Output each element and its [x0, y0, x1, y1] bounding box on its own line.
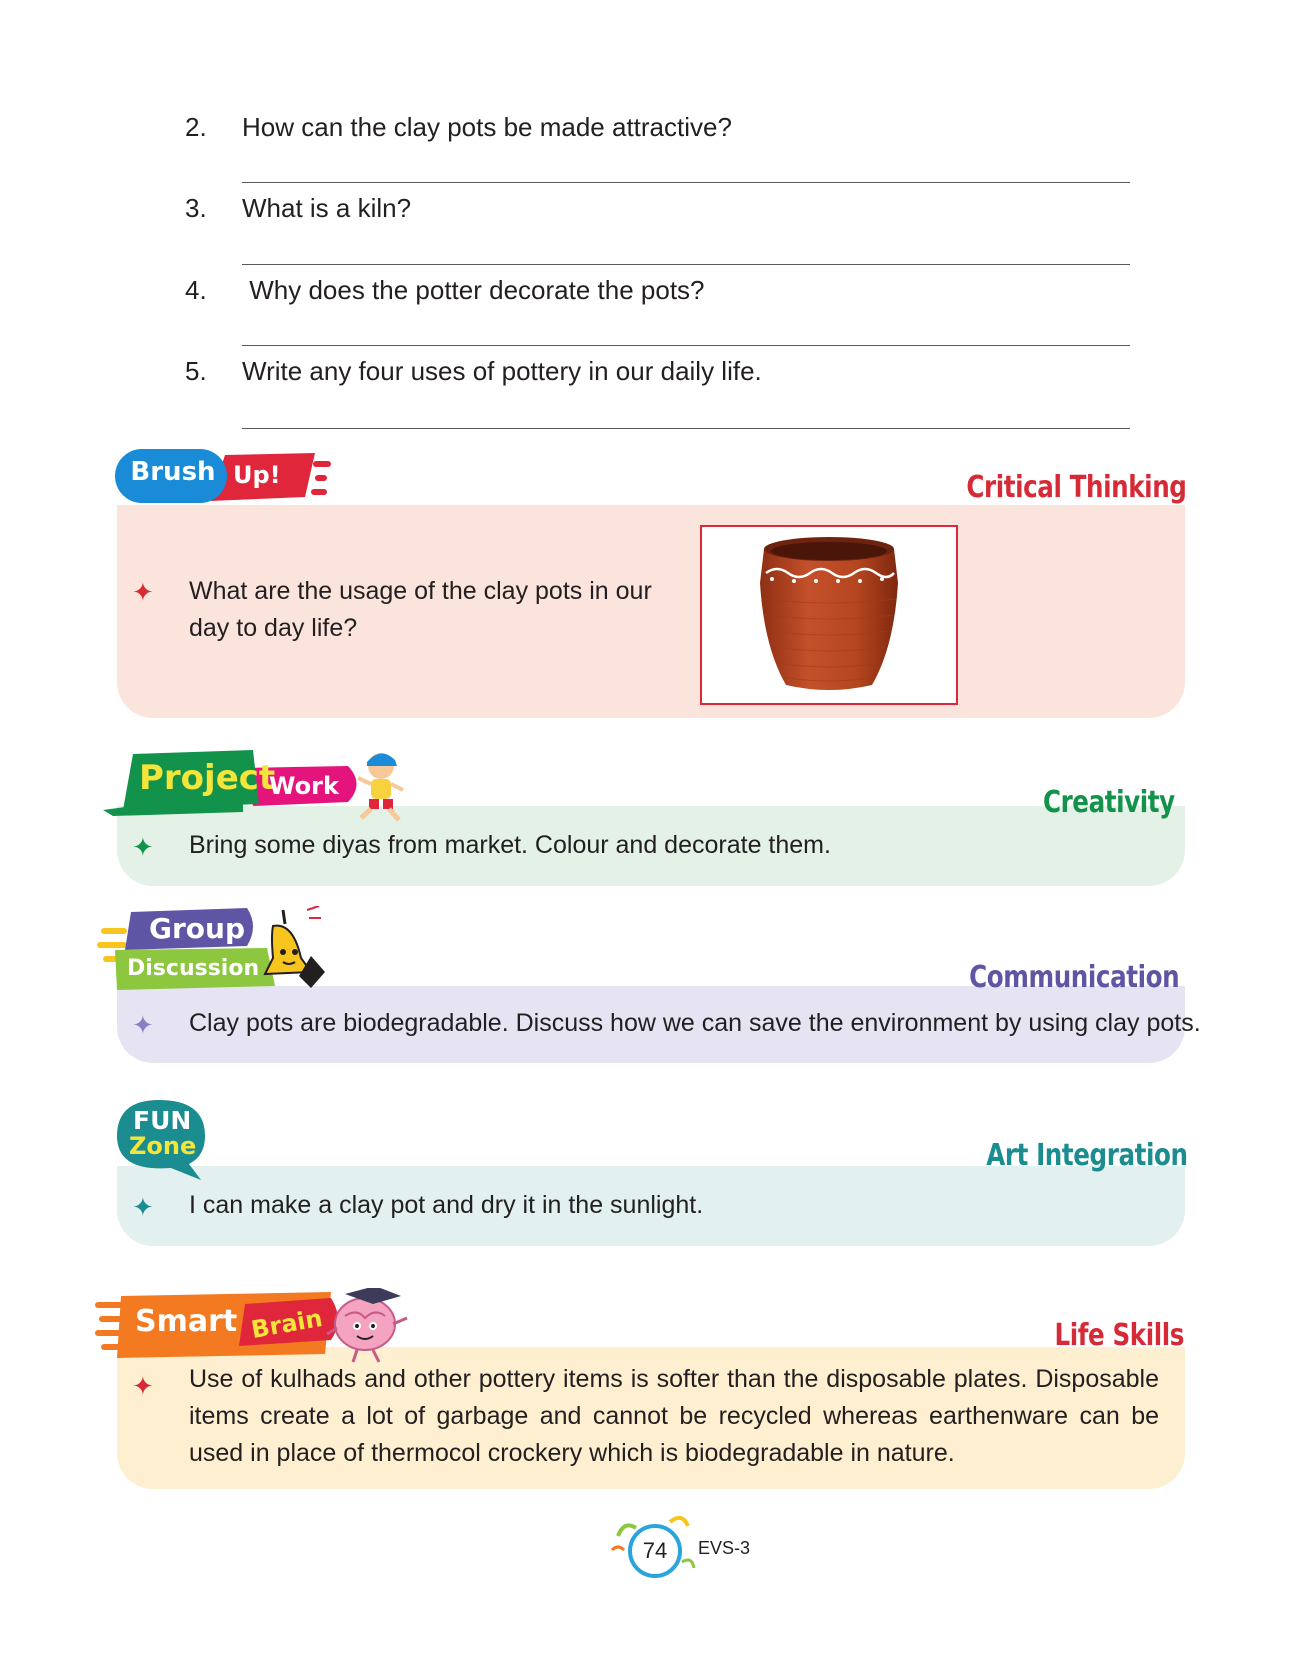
question-text: What is a kiln?	[242, 193, 412, 223]
question-text: How can the clay pots be made attractive?	[242, 112, 732, 142]
zone-label-text: Zone	[129, 1132, 197, 1160]
creativity-label: Creativity	[1043, 785, 1175, 820]
answer-line[interactable]	[242, 264, 1130, 265]
star-bullet-icon: ✦	[132, 577, 154, 607]
critical-thinking-label: Critical Thinking	[966, 470, 1187, 505]
running-kid-icon	[358, 753, 403, 820]
question-text: Write any four uses of pottery in our daily life.	[242, 356, 762, 386]
discussion-label-text: Discussion	[127, 956, 260, 981]
smart-brain-label	[95, 1288, 415, 1364]
brush-up-text: What are the usage of the clay pots in our day to day life?	[189, 577, 652, 642]
star-bullet-icon: ✦	[132, 832, 154, 862]
brain-label-text: Brain	[249, 1303, 325, 1345]
smart-label-text: Smart	[135, 1304, 238, 1339]
work-label-text: Work	[269, 772, 339, 800]
clay-pot-image	[700, 525, 958, 705]
kulhad-pot-icon	[702, 527, 956, 703]
question-number: 3.	[185, 193, 207, 223]
fun-zone-label	[115, 1098, 211, 1180]
group-label-text: Group	[149, 912, 246, 945]
fun-zone-text: I can make a clay pot and dry it in the sunlight.	[189, 1191, 704, 1219]
answer-line[interactable]	[242, 182, 1130, 183]
group-discussion-text: Clay pots are biodegradable. Discuss how we can save the environment by using clay pots.	[189, 1009, 1201, 1037]
life-skills-label: Life Skills	[1054, 1318, 1184, 1353]
question-text: Why does the potter decorate the pots?	[242, 275, 705, 305]
project-label-text: Project	[139, 758, 276, 798]
project-work-label	[103, 748, 423, 823]
answer-line[interactable]	[242, 428, 1130, 429]
brush-up-label	[115, 447, 335, 507]
brush-label-text: Brush	[130, 457, 216, 487]
smart-brain-panel	[117, 1347, 1185, 1489]
question-number: 5.	[185, 356, 207, 386]
answer-line[interactable]	[242, 345, 1130, 346]
group-discussion-panel	[117, 986, 1201, 1063]
star-bullet-icon: ✦	[132, 1192, 154, 1222]
up-label-text: Up!	[233, 461, 281, 489]
brain-mascot-icon	[327, 1288, 407, 1362]
smart-brain-text: Use of kulhads and other pottery items is softer than the disposable plates. Disposable items create a lot of garbage and cannot be recycled whereas earthenware can be used in place of thermocol crockery which is biodegradable in nature.	[189, 1365, 1159, 1467]
art-integration-label: Art Integration	[986, 1138, 1188, 1173]
group-discussion-label	[97, 906, 337, 996]
book-code: EVS-3	[698, 1538, 751, 1558]
communication-label: Communication	[968, 960, 1179, 995]
star-bullet-icon: ✦	[132, 1010, 154, 1040]
brush-up-panel	[117, 505, 1185, 718]
fun-label-text: FUN	[133, 1106, 192, 1135]
bell-icon	[265, 906, 325, 988]
question-number: 4.	[185, 275, 207, 305]
question-number: 2.	[185, 112, 207, 142]
fun-zone-panel	[117, 1166, 1185, 1246]
page-number: 74	[628, 1524, 682, 1578]
star-bullet-icon: ✦	[132, 1371, 154, 1401]
project-work-text: Bring some diyas from market. Colour and decorate them.	[189, 831, 831, 859]
